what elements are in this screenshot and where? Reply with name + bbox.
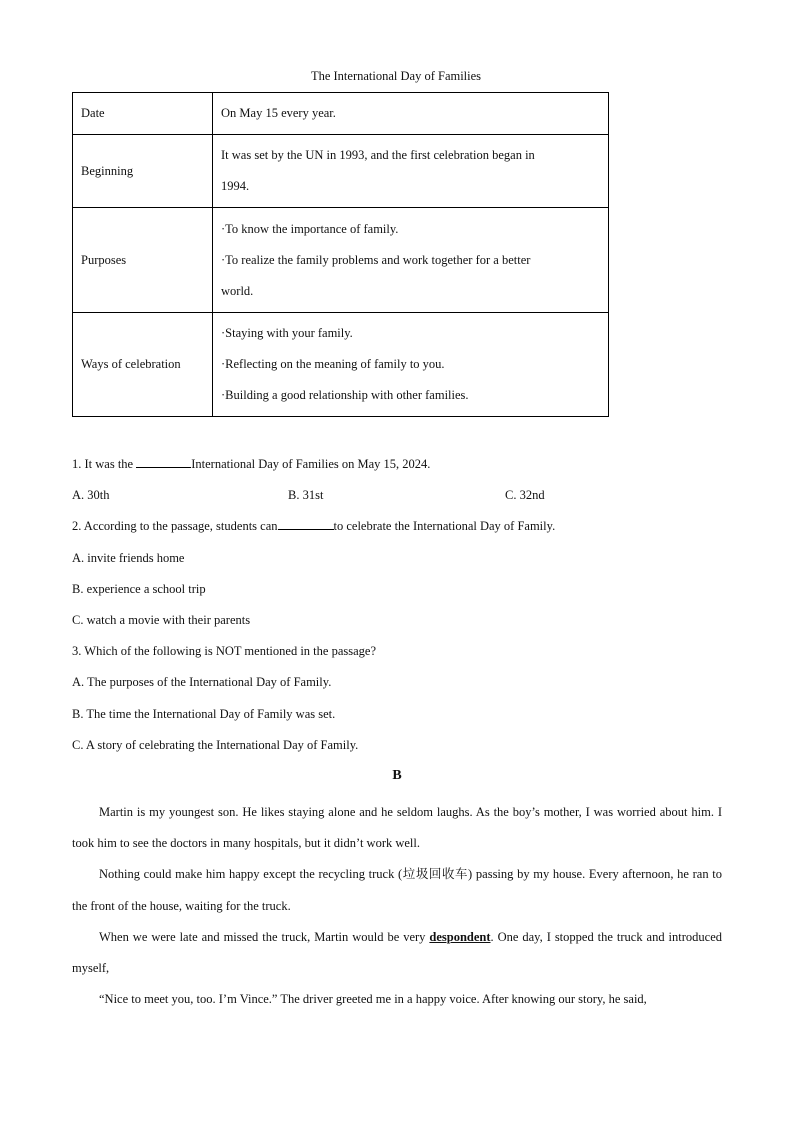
option: A. invite friends home — [72, 550, 185, 565]
row-key: Beginning — [73, 135, 213, 208]
row-value — [213, 313, 609, 417]
row-line: world. — [221, 283, 254, 298]
paragraph: Martin is my youngest son. He likes staying alone and he seldom laughs. As the boy’s mother, I was worried about him. I took him to see the doctors in many hospitals, but it didn’t work well. — [72, 805, 722, 851]
section-heading: B — [392, 768, 402, 783]
questions-block — [72, 454, 722, 766]
row-value — [213, 135, 609, 208]
option: C. watch a movie with their parents — [72, 612, 251, 627]
row-line: On May 15 every year. — [221, 106, 336, 120]
question-2 — [72, 516, 722, 547]
question-1 — [72, 454, 722, 485]
option: C. 32nd — [505, 488, 545, 503]
paragraph — [72, 922, 722, 984]
option: B. 31st — [288, 488, 324, 503]
table-row-purposes — [73, 208, 609, 313]
row-line: ·To know the importance of family. — [221, 221, 399, 236]
row-key: Date — [73, 93, 213, 135]
question-text: 1. It was the — [72, 457, 137, 471]
paragraph-text: When we were late and missed the truck, Martin would be very — [99, 929, 430, 944]
question-text: 2. According to the passage, students can — [72, 519, 278, 534]
question-1-options — [72, 485, 722, 516]
story-text — [72, 797, 722, 1015]
row-line: ·To realize the family problems and work together for a better — [221, 252, 531, 267]
row-value — [213, 93, 609, 135]
option: C. A story of celebrating the International Day of Family. — [72, 737, 359, 752]
paragraph: Nothing could make him happy except the recycling truck (垃圾回收车) passing by my house. Every afternoon, he ran to the front of the house, waiting for the truck. — [72, 867, 722, 913]
row-value — [213, 208, 609, 313]
question-3: 3. Which of the following is NOT mentioned in the passage? — [72, 644, 376, 659]
paragraph: “Nice to meet you, too. I’m Vince.” The driver greeted me in a happy voice. After knowing our story, he said, — [99, 992, 647, 1007]
question-text: International Day of Families on May 15, 2024. — [191, 457, 431, 471]
info-table — [72, 92, 609, 417]
option: A. The purposes of the International Day of Family. — [72, 675, 332, 690]
option: B. The time the International Day of Family was set. — [72, 706, 336, 721]
highlighted-word: despondent — [429, 929, 491, 944]
row-key: Ways of celebration — [73, 313, 213, 417]
paragraph-text: . One day, I stopped the truck and introduced myself, — [72, 929, 722, 976]
table-title: The International Day of Families — [310, 69, 482, 83]
row-line: ·Building a good relationship with other families. — [221, 388, 469, 402]
row-key: Purposes — [73, 208, 213, 313]
row-line: ·Staying with your family. — [221, 326, 353, 340]
row-line: ·Reflecting on the meaning of family to you. — [221, 357, 445, 371]
row-line: It was set by the UN in 1993, and the first celebration began in — [221, 148, 535, 162]
option: B. experience a school trip — [72, 581, 206, 596]
option: A. 30th — [72, 488, 110, 503]
table-row-ways — [73, 313, 609, 417]
row-line: 1994. — [221, 179, 250, 193]
question-text: to celebrate the International Day of Family. — [333, 519, 556, 534]
table-row-date — [73, 93, 609, 135]
answer-blank — [278, 516, 334, 530]
table-row-beginning — [73, 135, 609, 208]
answer-blank — [136, 454, 191, 468]
